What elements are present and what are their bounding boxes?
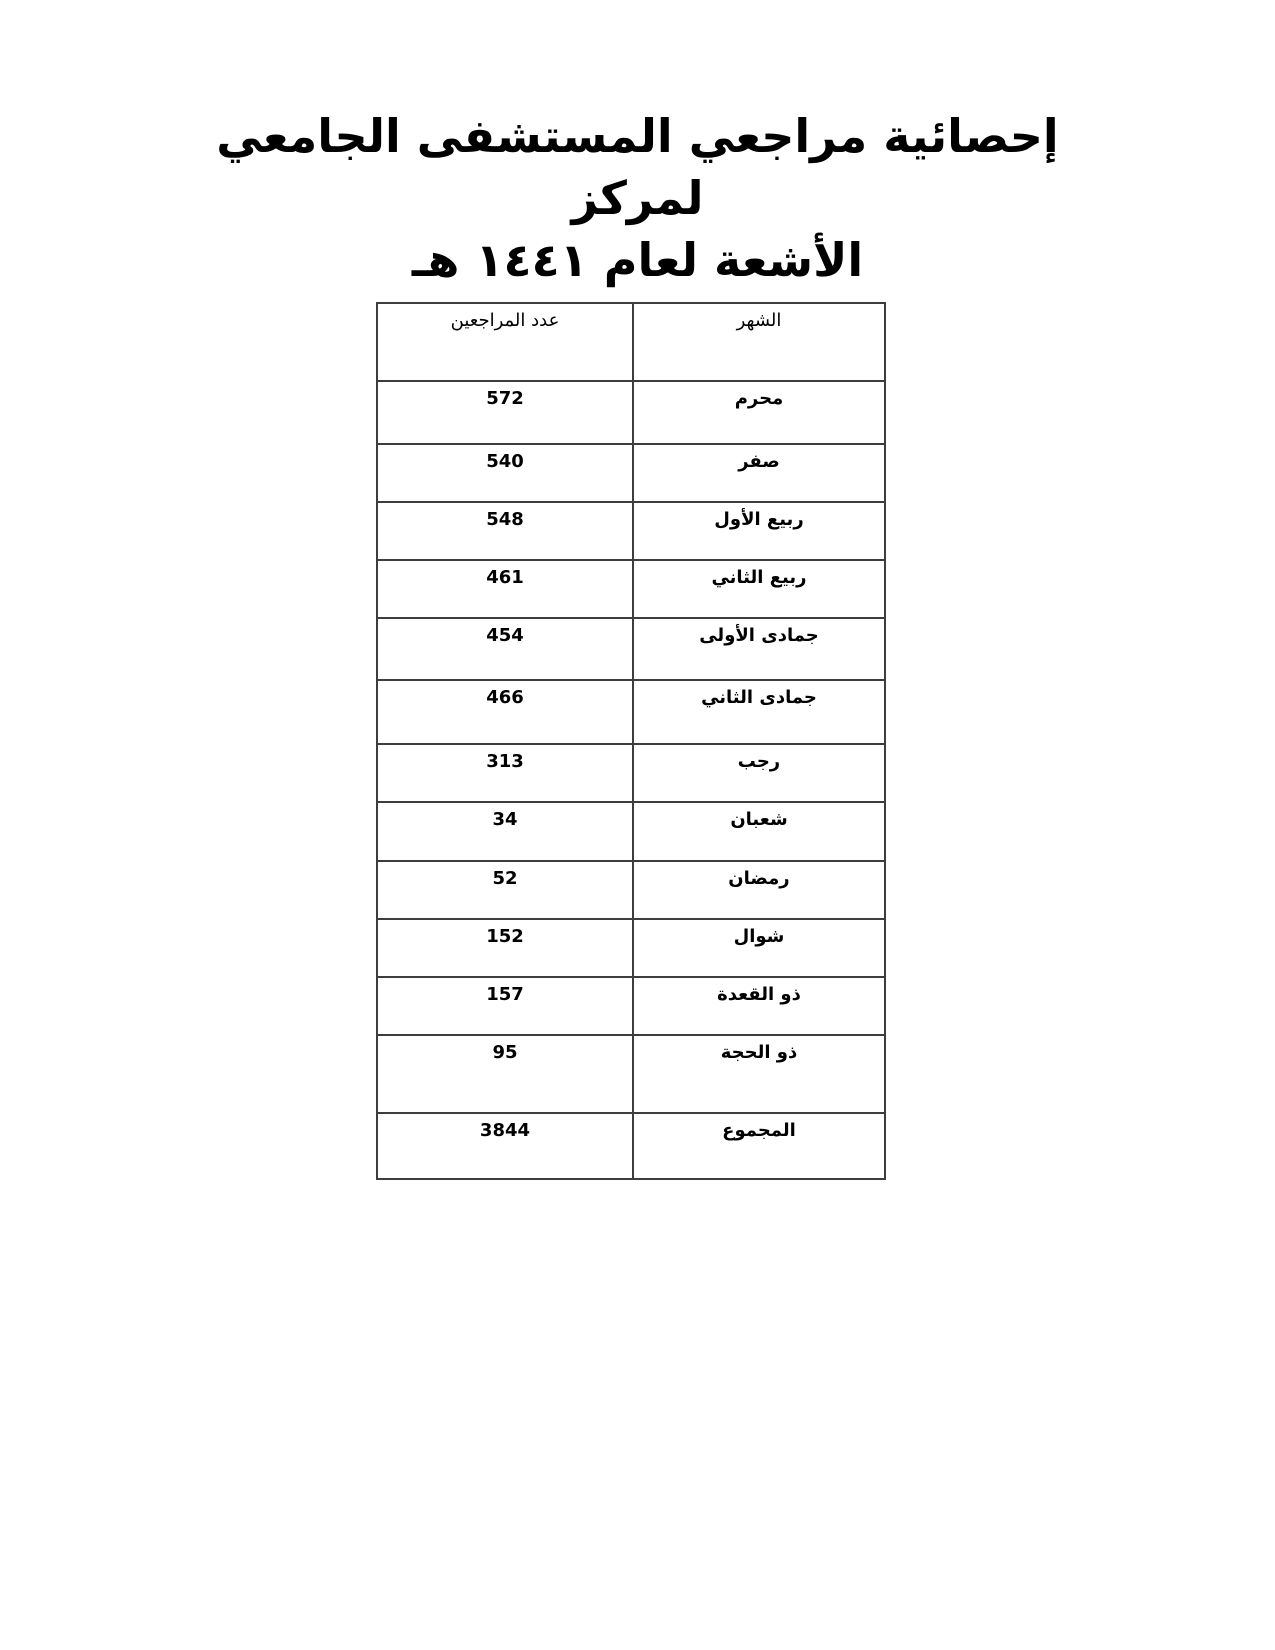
count-cell: 572 [377,381,633,444]
count-cell: 454 [377,618,633,680]
month-cell: صفر [633,444,885,502]
count-cell: 157 [377,977,633,1035]
count-cell: 313 [377,744,633,802]
count-cell: 540 [377,444,633,502]
table-row [377,802,885,861]
table-row [377,680,885,744]
count-cell: 461 [377,560,633,618]
total-count-cell: 3844 [377,1113,633,1179]
title-line-2: الأشعة لعام ١٤٤١ هـ [411,233,864,287]
count-cell: 34 [377,802,633,861]
statistics-table [376,302,886,1180]
total-label-cell: المجموع [633,1113,885,1179]
table-row [377,502,885,560]
title-line-1: إحصائية مراجعي المستشفى الجامعي لمركز [216,109,1059,225]
table-row [377,618,885,680]
count-cell: 466 [377,680,633,744]
table-row [377,919,885,977]
table-row [377,444,885,502]
table-row [377,744,885,802]
count-cell: 548 [377,502,633,560]
table-row [377,861,885,919]
month-cell: ذو القعدة [633,977,885,1035]
table-row [377,977,885,1035]
month-cell: شوال [633,919,885,977]
count-cell: 95 [377,1035,633,1113]
month-cell: ربيع الأول [633,502,885,560]
header-count: عدد المراجعين [377,303,633,381]
page-title [150,105,1125,291]
table-row [377,381,885,444]
month-cell: ربيع الثاني [633,560,885,618]
month-cell: جمادى الثاني [633,680,885,744]
count-cell: 152 [377,919,633,977]
table-row [377,1035,885,1113]
table-row [377,560,885,618]
header-month: الشهر [633,303,885,381]
month-cell: شعبان [633,802,885,861]
month-cell: رجب [633,744,885,802]
month-cell: ذو الحجة [633,1035,885,1113]
month-cell: رمضان [633,861,885,919]
table-header-row [377,303,885,381]
month-cell: محرم [633,381,885,444]
month-cell: جمادى الأولى [633,618,885,680]
count-cell: 52 [377,861,633,919]
total-row [377,1113,885,1179]
